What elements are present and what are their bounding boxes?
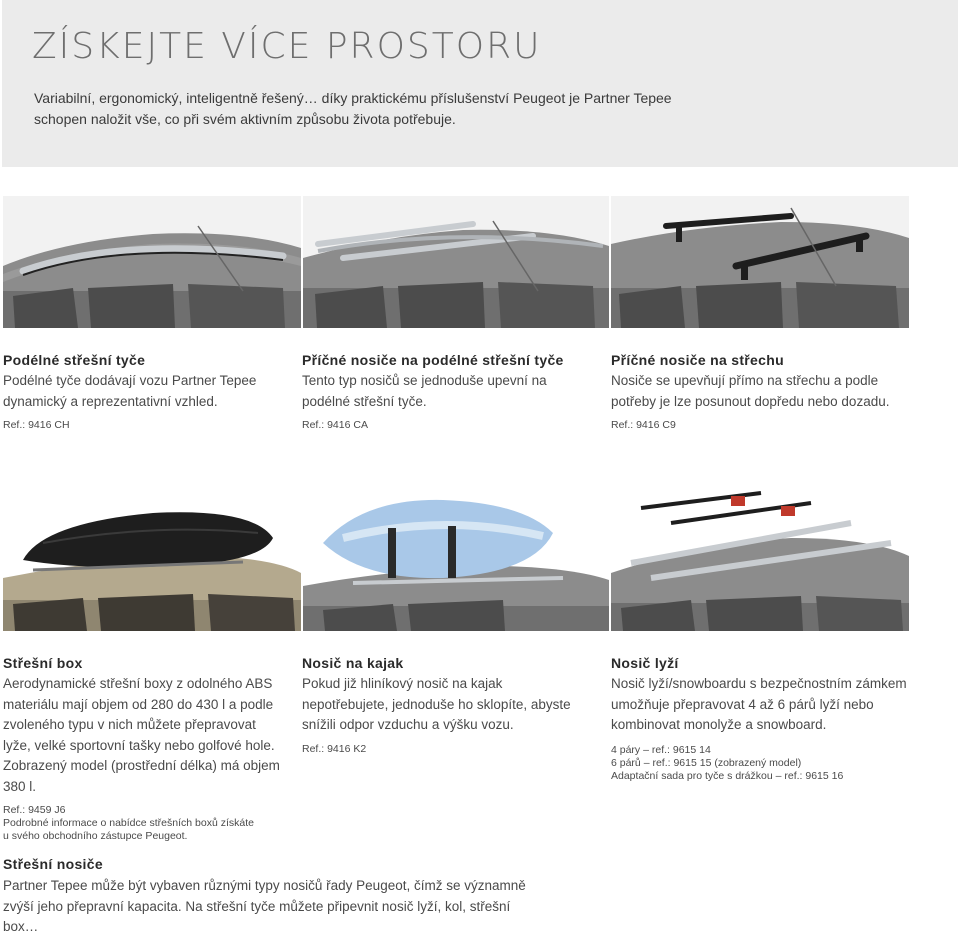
intro-text: Variabilní, ergonomický, inteligentně řešený… díky praktickému příslušenství Peugeot je Partner Tepee schopen naložit vše, co při svém aktivním způsobu života potřebuje.	[34, 90, 672, 127]
product-title: Příčné nosiče na střechu	[611, 352, 784, 368]
product-ref: Ref.: 9459 J6	[3, 804, 66, 816]
footer-description: Partner Tepee může být vybaven různými typy nosičů řady Peugeot, čímž se významně zvýší jeho přepravní kapacita. Na střešní tyče můžete připevnit nosič lyží, kol, střešní box…	[3, 878, 526, 934]
product-description: Tento typ nosičů se jednoduše upevní na podélné střešní tyče.	[302, 373, 547, 409]
product-description: Podélné tyče dodávají vozu Partner Tepee dynamický a reprezentativní vzhled.	[3, 373, 257, 409]
product-description: Nosiče se upevňují přímo na střechu a podle potřeby je lze posunout dopředu nebo dozadu.	[611, 373, 890, 409]
product-note: Podrobné informace o nabídce střešních boxů získáte	[3, 817, 254, 829]
product-title: Střešní box	[3, 655, 83, 671]
product-note: u svého obchodního zástupce Peugeot.	[3, 830, 188, 842]
product-ref: Ref.: 9416 CH	[3, 419, 70, 431]
photo-roof-box	[3, 488, 301, 631]
product-ref: Ref.: 9416 CA	[302, 419, 368, 431]
product-kayak-carrier	[302, 655, 592, 756]
product-description: Nosič lyží/snowboardu s bezpečnostním zámkem umožňuje přepravovat 4 až 6 párů lyží nebo kombinovat monolyže a snowboard.	[611, 676, 907, 732]
product-roof-bars	[611, 352, 911, 432]
photo-kayak-carrier	[303, 488, 609, 631]
product-roof-rails	[3, 352, 293, 432]
photo-roof-bars	[611, 196, 909, 328]
photo-cross-bars-on-rails	[303, 196, 609, 328]
photo-roof-rails	[3, 196, 301, 328]
product-description: Pokud již hliníkový nosič na kajak nepotřebujete, jednoduše ho sklopíte, abyste snížili odpor vzduchu a výšku vozu.	[302, 676, 571, 732]
product-ski-carrier	[611, 655, 911, 783]
product-ref: 4 páry – ref.: 9615 14	[611, 743, 711, 756]
product-roof-box	[3, 655, 285, 843]
page-title: ZÍSKEJTE VÍCE PROSTORU	[32, 26, 542, 67]
product-title: Nosič lyží	[611, 655, 679, 671]
product-title: Příčné nosiče na podélné střešní tyče	[302, 352, 564, 368]
product-ref: Ref.: 9416 K2	[302, 742, 367, 755]
photo-ski-carrier	[611, 488, 909, 631]
footer-title: Střešní nosiče	[3, 856, 103, 872]
product-ref: Adaptační sada pro tyče s drážkou – ref.: 9615 16	[611, 769, 844, 782]
product-cross-bars-on-rails	[302, 352, 602, 432]
product-title: Podélné střešní tyče	[3, 352, 146, 368]
product-title: Nosič na kajak	[302, 655, 404, 671]
product-ref: 6 párů – ref.: 9615 15 (zobrazený model)	[611, 756, 802, 769]
product-ref: Ref.: 9416 C9	[611, 419, 676, 431]
product-description: Aerodynamické střešní boxy z odolného ABS materiálu mají objem od 280 do 430 l a podle zvoleného typu v nich můžete přepravovat lyže, velké sportovní tašky nebo golfové hole. Zobrazený model (prostřední délka) má objem 380 l.	[3, 676, 280, 794]
